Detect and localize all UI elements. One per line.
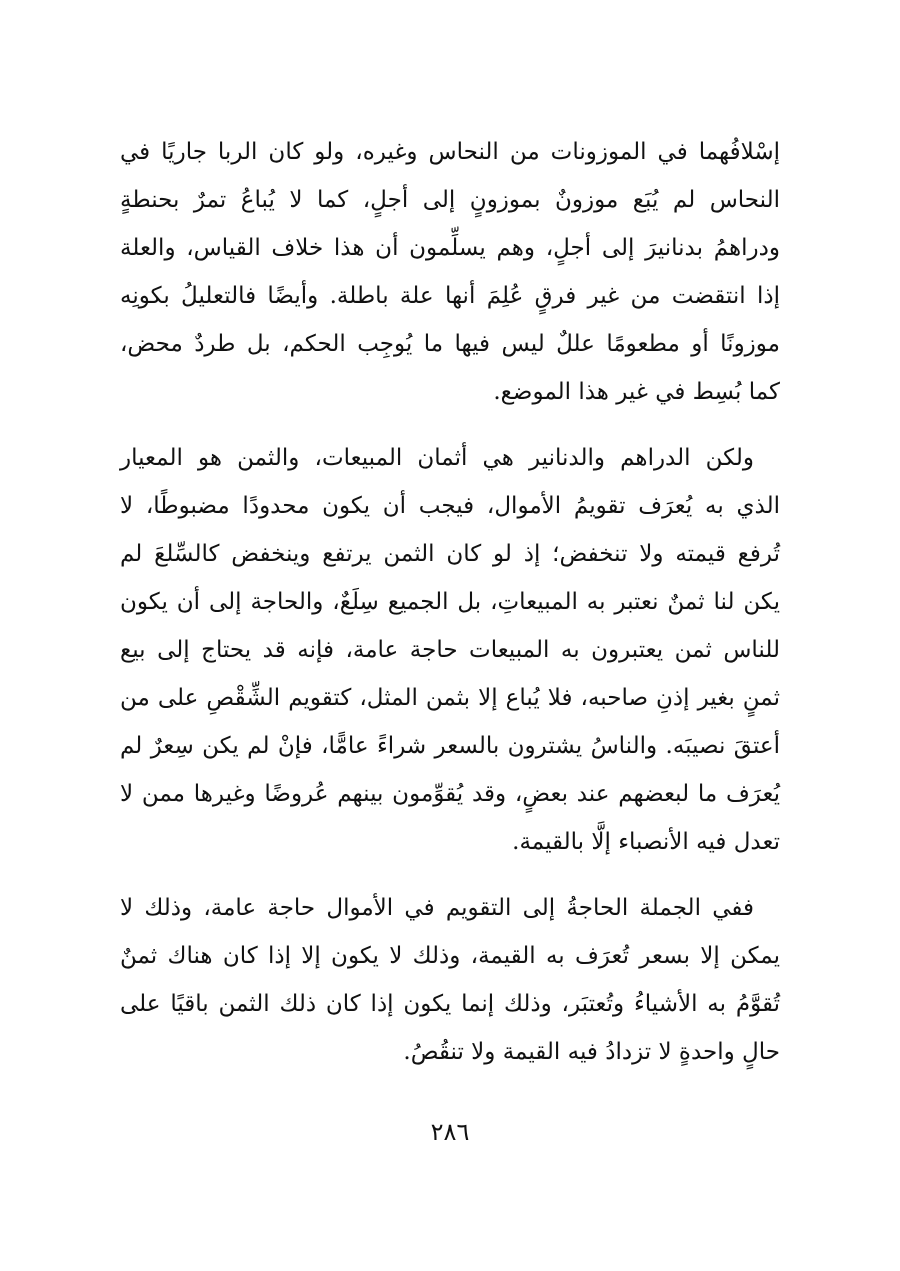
text-line: تُقوَّمُ به الأشياءُ وتُعتبَر، وذلك إنما يكون إذا كان ذلك الثمن باقيًا على [120, 991, 780, 1017]
text-line: يمكن إلا بسعر تُعرَف به القيمة، وذلك لا يكون إلا إذا كان هناك ثمنٌ [120, 943, 780, 969]
text-line: أعتقَ نصيبَه. والناسُ يشترون بالسعر شراءً عامًّا، فإنْ لم يكن سِعرٌ لم [120, 733, 780, 759]
text-line: الذي به يُعرَف تقويمُ الأموال، فيجب أن يكون محدودًا مضبوطًا، لا [120, 493, 780, 519]
text-line: حالٍ واحدةٍ لا تزدادُ فيه القيمة ولا تنقُصُ. [403, 1039, 780, 1065]
text-line: ودراهمُ بدنانيرَ إلى أجلٍ، وهم يسلِّمون أن هذا خلاف القياس، والعلة [120, 235, 780, 261]
text-line: للناس ثمن يعتبرون به المبيعات حاجة عامة، فإنه قد يحتاج إلى بيع [120, 637, 780, 663]
text-line: موزونًا أو مطعومًا عللٌ ليس فيها ما يُوجِب الحكم، بل طردٌ محض، [120, 331, 780, 357]
page-number: ٢٨٦ [430, 1118, 470, 1146]
text-line: ثمنٍ بغير إذنِ صاحبه، فلا يُباع إلا بثمن المثل، كتقويم الشِّقْصِ على من [120, 685, 780, 711]
page-body [120, 128, 780, 1094]
text-line: إسْلافُهما في الموزونات من النحاس وغيره، ولو كان الربا جاريًا في [120, 139, 780, 165]
text-line: كما بُسِط في غير هذا الموضع. [493, 379, 780, 405]
text-line: ففي الجملة الحاجةُ إلى التقويم في الأموال حاجة عامة، وذلك لا [120, 895, 754, 921]
paragraph-1 [120, 128, 780, 416]
text-line: إذا انتقضت من غير فرقٍ عُلِمَ أنها علة باطلة. وأيضًا فالتعليلُ بكونِه [120, 283, 780, 309]
paragraph-2 [120, 434, 780, 866]
text-line: النحاس لم يُبَع موزونٌ بموزونٍ إلى أجلٍ، كما لا يُباعُ تمرٌ بحنطةٍ [120, 187, 780, 213]
text-line: تعدل فيه الأنصباء إلَّا بالقيمة. [512, 829, 780, 855]
text-line: يكن لنا ثمنٌ نعتبر به المبيعاتِ، بل الجميع سِلَعٌ، والحاجة إلى أن يكون [120, 589, 780, 615]
text-line: ولكن الدراهم والدنانير هي أثمان المبيعات، والثمن هو المعيار [120, 445, 754, 471]
paragraph-3 [120, 884, 780, 1076]
text-line: يُعرَف ما لبعضهم عند بعضٍ، وقد يُقوِّمون بينهم عُروضًا وغيرها ممن لا [120, 781, 780, 807]
text-line: تُرفع قيمته ولا تنخفض؛ إذ لو كان الثمن يرتفع وينخفض كالسِّلعَ لم [120, 541, 780, 567]
